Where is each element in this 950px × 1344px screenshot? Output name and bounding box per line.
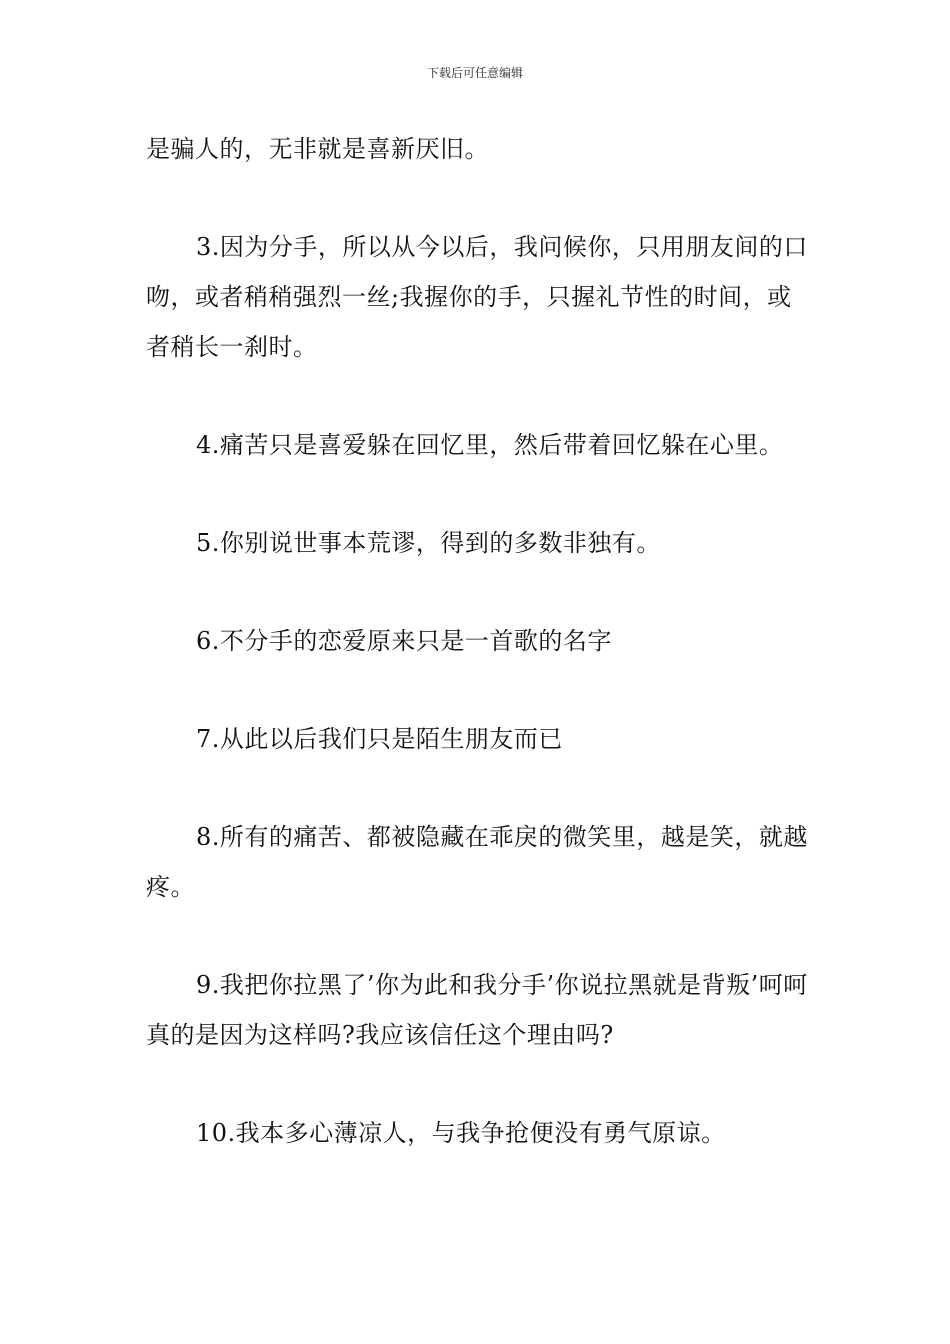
paragraph-item-3: 3.因为分手，所以从今以后，我问候你，只用朋友间的口吻，或者稍稍强烈一丝;我握你的手，只握礼节性的时间，或者稍长一刹时。 (146, 233, 808, 361)
paragraph-item-7: 7.从此以后我们只是陌生朋友而已 (196, 725, 563, 753)
paragraph-item-9: 9.我把你拉黑了’你为此和我分手’你说拉黑就是背叛’呵呵真的是因为这样吗?我应该信任这个理由吗? (146, 971, 808, 1049)
paragraph-item-5: 5.你别说世事本荒谬，得到的多数非独有。 (196, 529, 661, 557)
paragraph-item-10: 10.我本多心薄凉人，与我争抢便没有勇气原谅。 (196, 1119, 726, 1147)
paragraph-item-6: 6.不分手的恋爱原来只是一首歌的名字 (196, 627, 612, 655)
page-header: 下载后可任意编辑 (426, 66, 523, 80)
paragraph-item-8: 8.所有的痛苦、都被隐藏在乖戾的微笑里，越是笑，就越疼。 (146, 823, 808, 901)
paragraph-item-4: 4.痛苦只是喜爱躲在回忆里，然后带着回忆躲在心里。 (196, 431, 784, 459)
document-body (146, 124, 811, 1158)
paragraph-continuation: 是骗人的，无非就是喜新厌旧。 (146, 135, 489, 163)
